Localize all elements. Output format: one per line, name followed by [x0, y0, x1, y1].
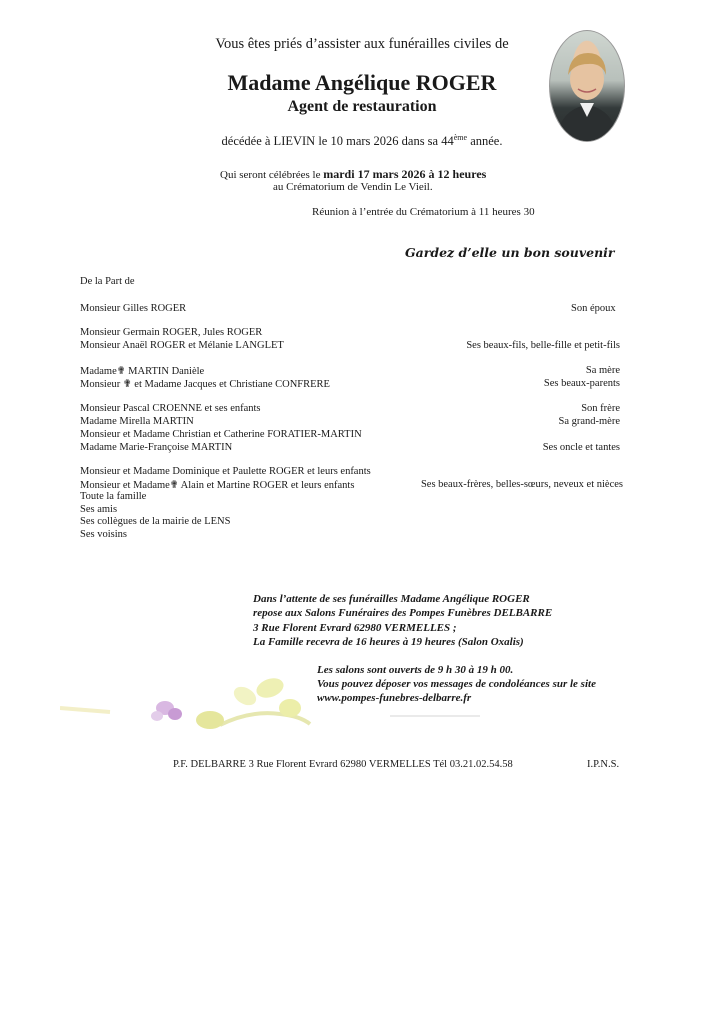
ceremony-place: au Crématorium de Vendin Le Vieil.: [273, 181, 433, 193]
family-line: Madame✟ MARTIN Danièle: [80, 366, 205, 377]
family-line: Madame Marie-Françoise MARTIN: [80, 442, 233, 453]
death-sup: ème: [453, 133, 468, 142]
website-text: www.pompes-funebres-delbarre.fr: [317, 692, 472, 704]
family-line: Ses voisins: [80, 529, 127, 540]
footer-ipns: I.P.N.S.: [587, 759, 620, 770]
family-line: Monsieur et Madame Dominique et Paulette ROGER et leurs enfants: [80, 466, 371, 477]
relation-label: Sa grand-mère: [558, 416, 620, 427]
relation-label: Sa mère: [585, 365, 620, 376]
relation-label: Ses oncle et tantes: [542, 442, 620, 453]
salons-line: Vous pouvez déposer vos messages de condoléances sur le site: [317, 678, 596, 690]
salons-line: Les salons sont ouverts de 9 h 30 à 19 h 00.: [317, 664, 514, 676]
family-line: Monsieur et Madame✟ Alain et Martine ROGER et leurs enfants: [80, 480, 355, 491]
family-line: Monsieur Anaël ROGER et Mélanie LANGLET: [80, 340, 284, 351]
repose-line: 3 Rue Florent Evrard 62980 VERMELLES ;: [253, 622, 457, 634]
relation-label: Son frère: [581, 403, 620, 414]
repose-line: repose aux Salons Funéraires des Pompes Funèbres DELBARRE: [253, 607, 553, 619]
intro-text: Vous êtes priés d’assister aux funérailles civiles de: [215, 36, 509, 52]
family-line: Toute la famille: [80, 491, 147, 502]
footer-address: P.F. DELBARRE 3 Rue Florent Evrard 62980 VERMELLES Tél 03.21.02.54.58: [173, 759, 513, 770]
occupation: Agent de restauration: [287, 98, 437, 115]
family-line: Monsieur Gilles ROGER: [80, 303, 187, 314]
death-notice: [0, 133, 724, 149]
family-line: Monsieur Pascal CROENNE et ses enfants: [80, 403, 261, 414]
relation-label: Ses beaux-frères, belles-sœurs, neveux et nièces: [420, 479, 623, 490]
family-line: Ses amis: [80, 504, 118, 515]
ceremony-line: [220, 167, 486, 182]
death-text: décédée à LIEVIN le 10 mars 2026 dans sa 44: [221, 134, 454, 149]
family-line: Madame Mirella MARTIN: [80, 416, 194, 427]
family-line: Ses collègues de la mairie de LENS: [80, 516, 231, 527]
meeting-info: Réunion à l’entrée du Crématorium à 11 heures 30: [312, 206, 535, 218]
repose-line: La Famille recevra de 16 heures à 19 heures (Salon Oxalis): [253, 636, 524, 648]
ceremony-date: mardi 17 mars 2026 à 12 heures: [323, 167, 487, 181]
family-line: Monsieur Germain ROGER, Jules ROGER: [80, 327, 263, 338]
relation-label: Ses beaux-fils, belle-fille et petit-fils: [466, 340, 620, 351]
deceased-name: Madame Angélique ROGER: [227, 70, 497, 95]
from-label: De la Part de: [80, 276, 135, 287]
relation-label: Son époux: [571, 303, 616, 314]
portrait-photo: [549, 30, 625, 142]
death-text-end: année.: [467, 134, 503, 149]
ceremony-prefix: Qui seront célébrées le: [220, 169, 324, 181]
orchid-decoration-icon: [60, 670, 480, 740]
family-line: Monsieur et Madame Christian et Catherine FORATIER-MARTIN: [80, 429, 362, 440]
relation-label: Ses beaux-parents: [543, 378, 620, 389]
family-line: Monsieur ✟ et Madame Jacques et Christiane CONFRERE: [80, 379, 330, 390]
motto: Gardez d’elle un bon souvenir: [405, 245, 615, 260]
repose-line: Dans l’attente de ses funérailles Madame Angélique ROGER: [253, 593, 530, 605]
